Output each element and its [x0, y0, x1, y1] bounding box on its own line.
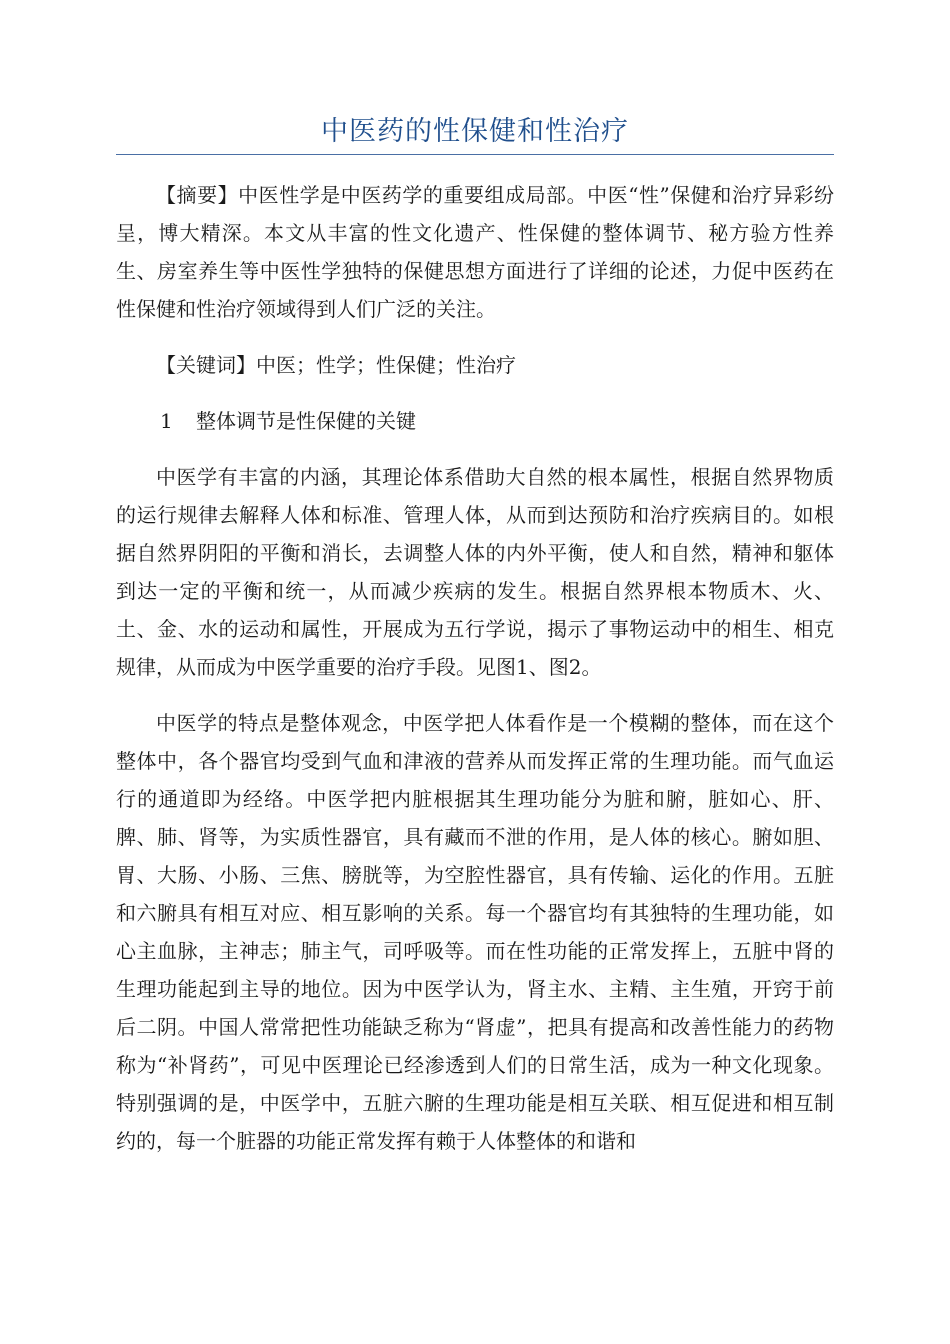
document-body: [116, 176, 834, 1160]
section-heading: [116, 402, 834, 440]
title-underline: [116, 154, 834, 155]
body-paragraph: 中医学有丰富的内涵，其理论体系借助大自然的根本属性，根据自然界物质的运行规律去解释人体和标准、管理人体，从而到达预防和治疗疾病目的。如根据自然界阴阳的平衡和消长，去调整人体的内外平衡，使人和自然，精神和躯体到达一定的平衡和统一，从而减少疾病的发生。根据自然界根本物质木、火、土、金、水的运动和属性，开展成为五行学说，揭示了事物运动中的相生、相克规律，从而成为中医学重要的治疗手段。见图1、图2。: [116, 465, 834, 679]
body-paragraph: 中医学的特点是整体观念，中医学把人体看作是一个模糊的整体，而在这个整体中，各个器官均受到气血和津液的营养从而发挥正常的生理功能。而气血运行的通道即为经络。中医学把内脏根据其生理功能分为脏和腑，脏如心、肝、脾、肺、肾等，为实质性器官，具有藏而不泄的作用，是人体的核心。腑如胆、胃、大肠、小肠、三焦、膀胱等，为空腔性器官，具有传输、运化的作用。五脏和六腑具有相互对应、相互影响的关系。每一个器官均有其独特的生理功能，如心主血脉，主神志；肺主气，司呼吸等。而在性功能的正常发挥上，五脏中肾的生理功能起到主导的地位。因为中医学认为，肾主水、主精、主生殖，开窍于前后二阴。中国人常常把性功能缺乏称为“肾虚”，把具有提高和改善性能力的药物称为“补肾药”，可见中医理论已经渗透到人们的日常生活，成为一种文化现象。特别强调的是，中医学中，五脏六腑的生理功能是相互关联、相互促进和相互制约的，每一个脏器的功能正常发挥有赖于人体整体的和谐和: [116, 711, 834, 1153]
section-number: 1: [160, 409, 173, 433]
keywords-paragraph: 【关键词】中医；性学；性保健；性治疗: [156, 353, 516, 377]
abstract-paragraph: 【摘要】中医性学是中医药学的重要组成局部。中医“性”保健和治疗异彩纷呈，博大精深。本文从丰富的性文化遗产、性保健的整体调节、秘方验方性养生、房室养生等中医性学独特的保健思想方面进行了详细的论述，力促中医药在性保健和性治疗领域得到人们广泛的关注。: [116, 183, 834, 321]
section-title: 整体调节是性保健的关键: [196, 409, 416, 433]
document-title: 中医药的性保健和性治疗: [321, 116, 629, 147]
